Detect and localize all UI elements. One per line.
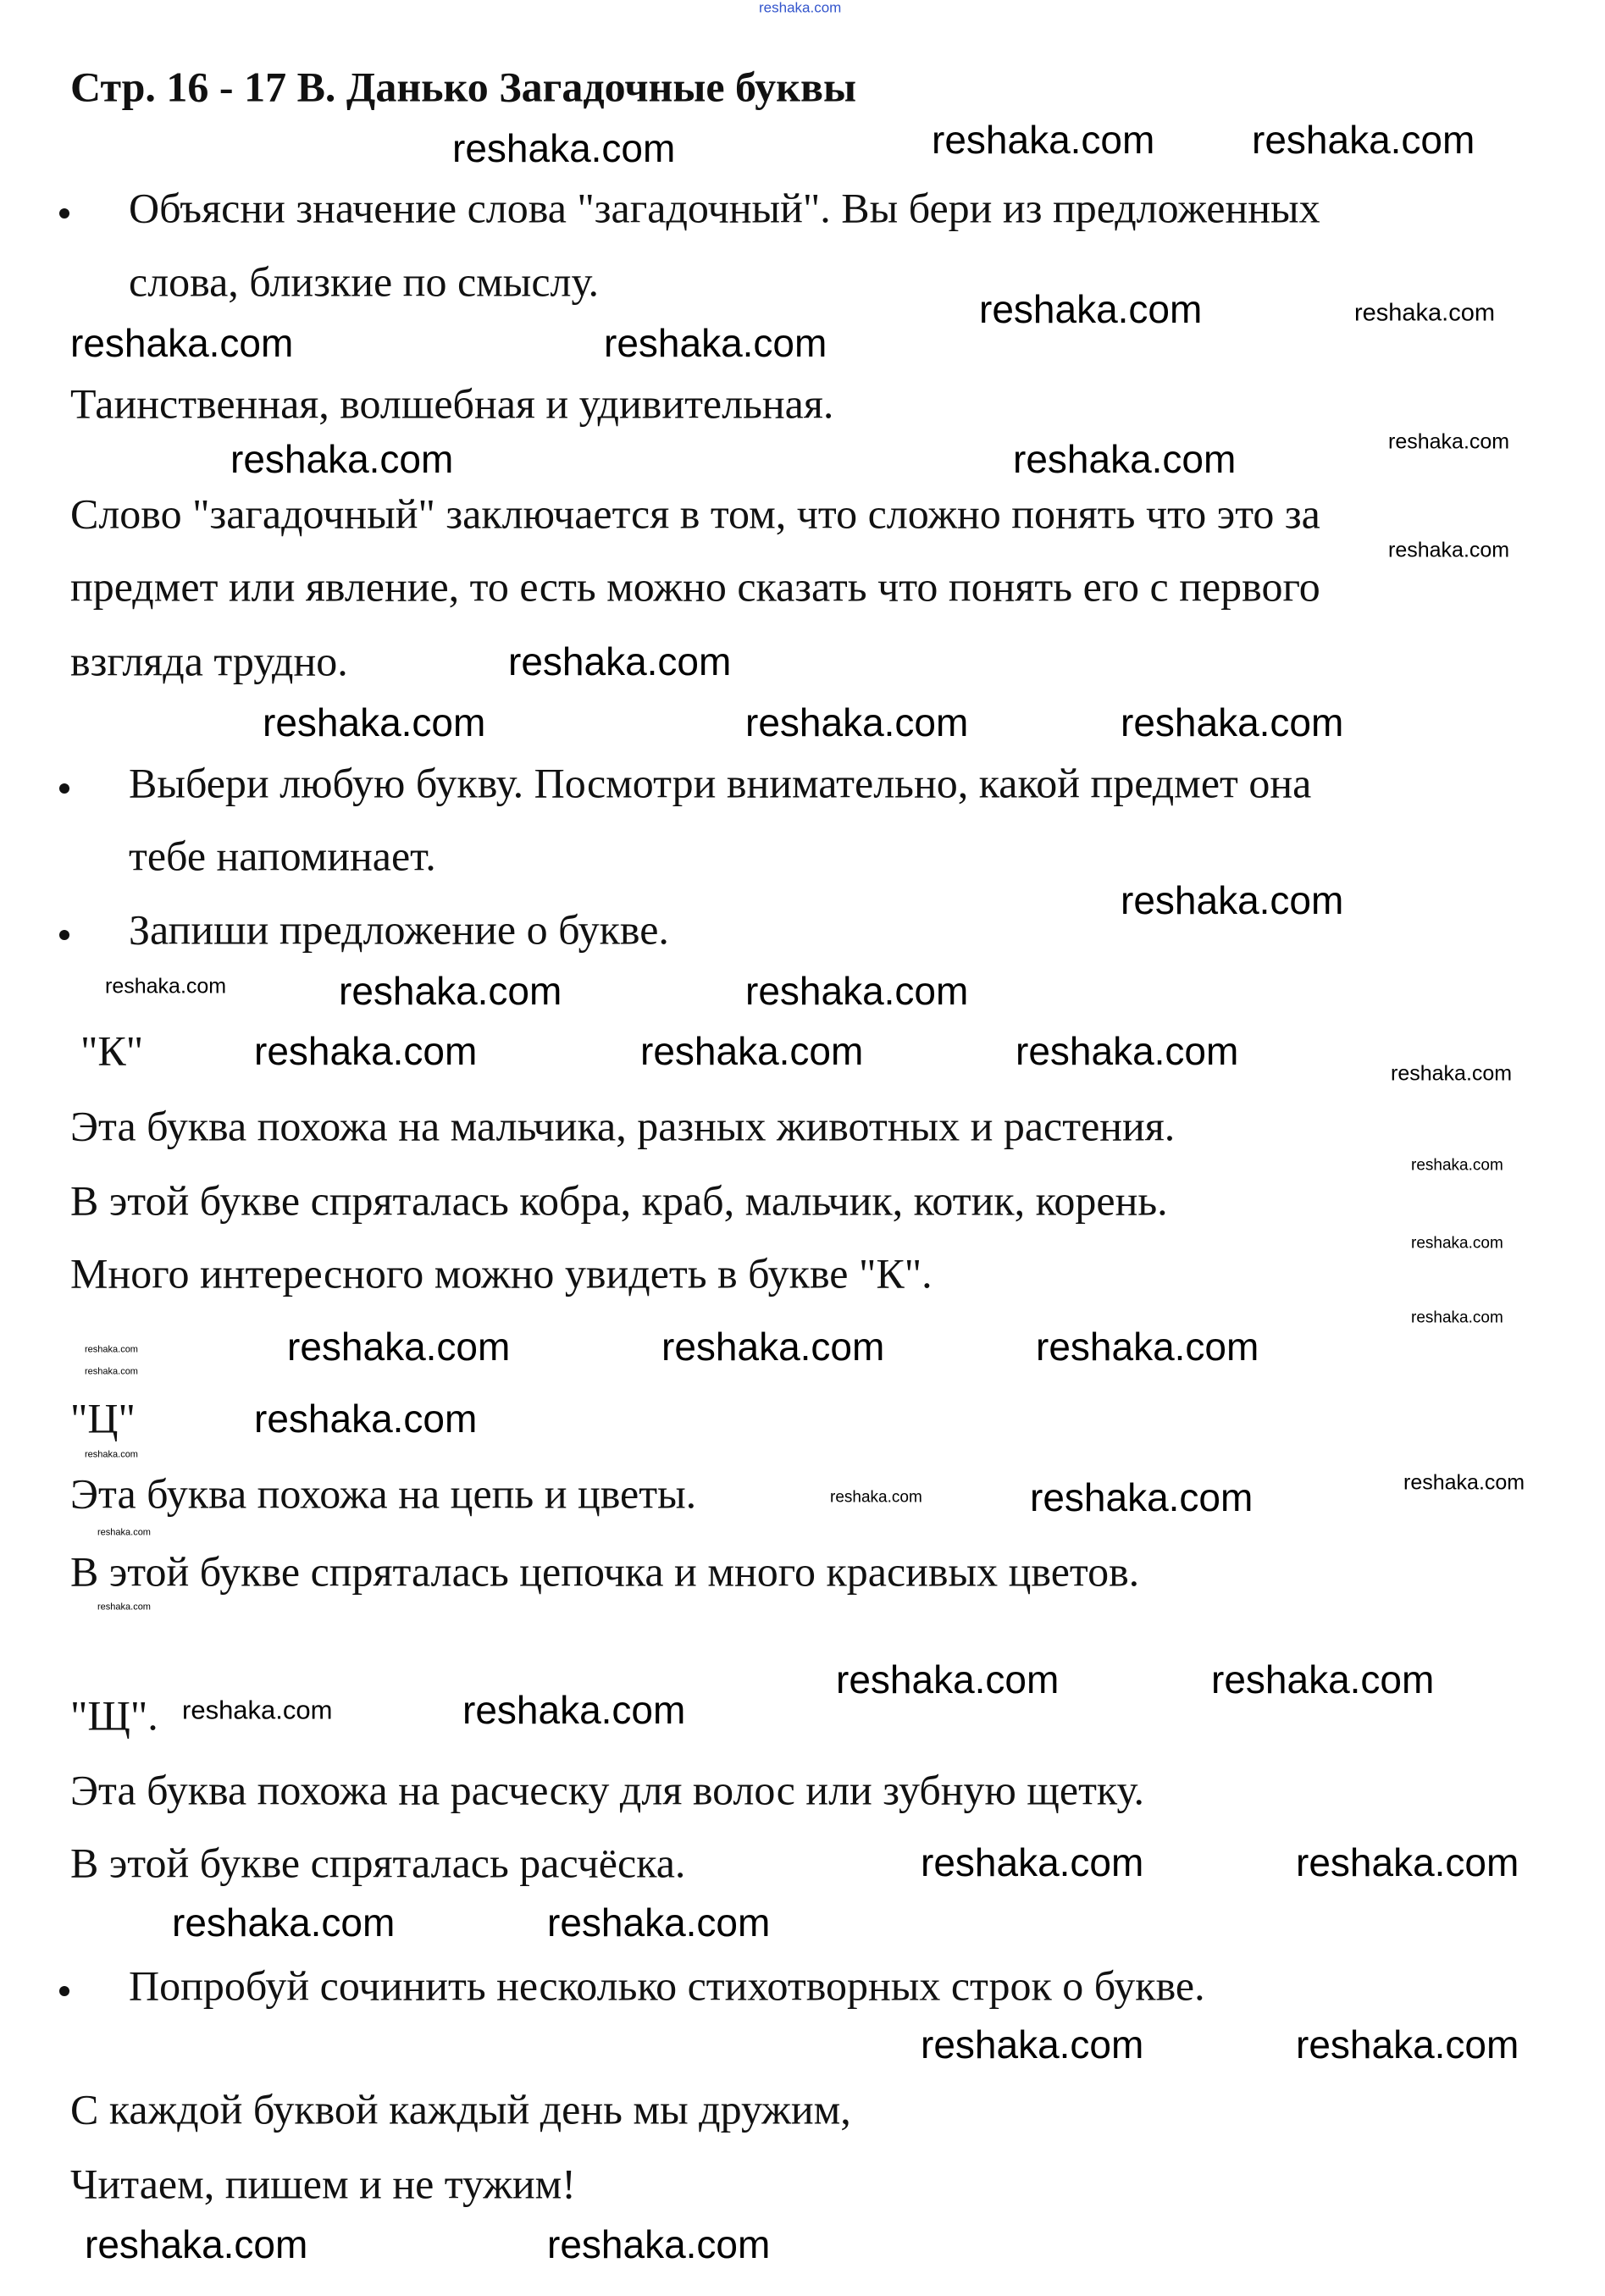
watermark: reshaka.com — [1036, 1325, 1259, 1369]
letter-shch: "Щ". — [70, 1691, 158, 1740]
watermark: reshaka.com — [745, 700, 969, 744]
watermark: reshaka.com — [263, 700, 486, 744]
answer-2-line-2: предмет или явление, то есть можно сказать что понять его с первого — [70, 562, 1320, 611]
letter-k-line: Эта буква похожа на мальчика, разных животных и растения. — [70, 1102, 1176, 1150]
watermark: reshaka.com — [1296, 1840, 1519, 1884]
watermark: reshaka.com — [462, 1688, 686, 1732]
watermark: reshaka.com — [1013, 437, 1237, 481]
watermark: reshaka.com — [830, 1488, 922, 1507]
watermark: reshaka.com — [1030, 1475, 1254, 1519]
watermark: reshaka.com — [979, 287, 1203, 331]
watermark: reshaka.com — [1296, 2022, 1519, 2066]
watermark: reshaka.com — [172, 1900, 396, 1945]
watermark: reshaka.com — [1121, 878, 1344, 922]
watermark: reshaka.com — [1403, 1470, 1525, 1495]
letter-shch-line: В этой букве спряталась расчёска. — [70, 1839, 686, 1887]
watermark: reshaka.com — [452, 126, 676, 170]
page-title: Стр. 16 - 17 В. Данько Загадочные буквы — [70, 63, 857, 111]
watermark: reshaka.com — [70, 321, 294, 365]
watermark: reshaka.com — [1252, 118, 1475, 162]
watermark: reshaka.com — [1391, 1061, 1513, 1086]
watermark: reshaka.com — [1388, 429, 1510, 454]
answer-1: Таинственная, волшебная и удивительная. — [70, 379, 834, 428]
watermark: reshaka.com — [1411, 1234, 1503, 1253]
watermark: reshaka.com — [254, 1029, 478, 1073]
watermark: reshaka.com — [287, 1325, 511, 1369]
watermark: reshaka.com — [254, 1397, 478, 1441]
question-4: Попробуй сочинить несколько стихотворных строк о букве. — [129, 1961, 1205, 2010]
watermark: reshaka.com — [230, 437, 454, 481]
poem-line-2: Читаем, пишем и не тужим! — [70, 2160, 576, 2208]
watermark: reshaka.com — [640, 1029, 864, 1073]
question-1-line-1: Объясни значение слова "загадочный". Вы бери из предложенных — [129, 184, 1320, 232]
watermark: reshaka.com — [85, 2222, 308, 2266]
watermark: reshaka.com — [745, 969, 969, 1013]
watermark: reshaka.com — [759, 0, 842, 16]
watermark: reshaka.com — [97, 1602, 151, 1613]
watermark: reshaka.com — [661, 1325, 885, 1369]
question-2-line-2: тебе напоминает. — [129, 832, 436, 880]
poem-line-1: С каждой буквой каждый день мы дружим, — [70, 2085, 851, 2133]
watermark: reshaka.com — [85, 1344, 138, 1355]
watermark: reshaka.com — [85, 1449, 138, 1460]
letter-k-line: Много интересного можно увидеть в букве "К". — [70, 1249, 933, 1297]
letter-ts: "Ц" — [70, 1394, 136, 1442]
letter-shch-line: Эта буква похожа на расческу для волос или зубную щетку. — [70, 1766, 1144, 1814]
letter-ts-line: Эта буква похожа на цепь и цветы. — [70, 1469, 697, 1518]
watermark: reshaka.com — [339, 969, 562, 1013]
answer-2-line-3: взгляда трудно. — [70, 637, 348, 685]
watermark: reshaka.com — [182, 1695, 333, 1725]
bullet-icon — [59, 930, 69, 940]
watermark: reshaka.com — [921, 1840, 1144, 1884]
watermark: reshaka.com — [836, 1657, 1060, 1701]
watermark: reshaka.com — [97, 1527, 151, 1538]
question-2-line-1: Выбери любую букву. Посмотри внимательно, какой предмет она — [129, 759, 1312, 807]
watermark: reshaka.com — [1121, 700, 1344, 744]
watermark: reshaka.com — [508, 639, 732, 683]
question-1-line-2: слова, близкие по смыслу. — [129, 257, 600, 306]
watermark: reshaka.com — [1411, 1308, 1503, 1327]
watermark: reshaka.com — [85, 1366, 138, 1377]
watermark: reshaka.com — [1411, 1156, 1503, 1175]
watermark: reshaka.com — [921, 2022, 1144, 2066]
watermark: reshaka.com — [932, 118, 1155, 162]
letter-ts-line: В этой букве спряталась цепочка и много красивых цветов. — [70, 1547, 1140, 1596]
question-3: Запиши предложение о букве. — [129, 905, 669, 954]
letter-k-line: В этой букве спряталась кобра, краб, мальчик, котик, корень. — [70, 1176, 1168, 1225]
watermark: reshaka.com — [1388, 538, 1510, 562]
bullet-icon — [59, 208, 69, 219]
watermark: reshaka.com — [547, 2222, 771, 2266]
bullet-icon — [59, 783, 69, 794]
letter-k: "К" — [80, 1026, 144, 1075]
watermark: reshaka.com — [547, 1900, 771, 1945]
watermark: reshaka.com — [105, 974, 227, 999]
answer-2-line-1: Слово "загадочный" заключается в том, что сложно понять что это за — [70, 490, 1320, 538]
watermark: reshaka.com — [1354, 299, 1496, 327]
watermark: reshaka.com — [604, 321, 827, 365]
watermark: reshaka.com — [1211, 1657, 1435, 1701]
watermark: reshaka.com — [1016, 1029, 1239, 1073]
bullet-icon — [59, 1986, 69, 1996]
